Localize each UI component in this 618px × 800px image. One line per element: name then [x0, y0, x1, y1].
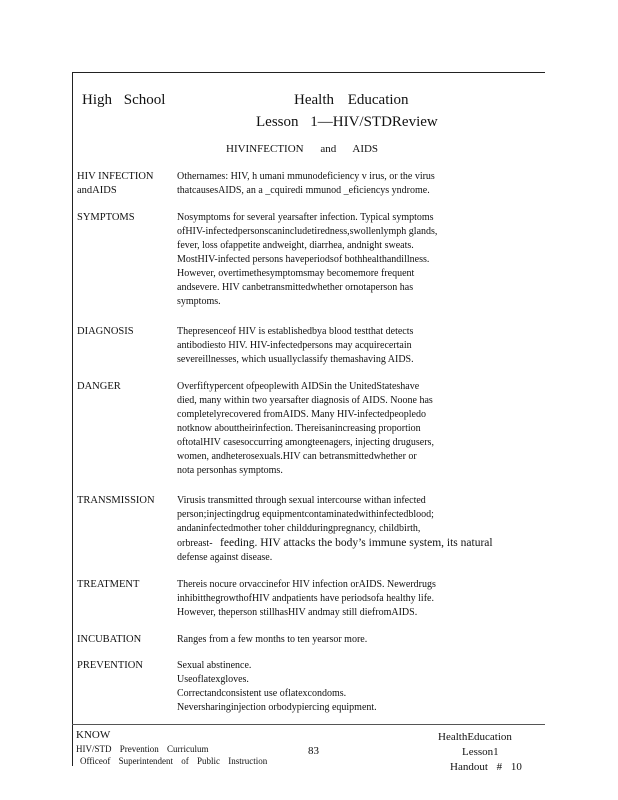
- desc-line: severeillnesses, which usuallyclassify themashaving AIDS.: [177, 354, 414, 365]
- desc-line: Useoflatexgloves.: [177, 674, 249, 685]
- term-treatment: TREATMENT: [77, 579, 140, 590]
- desc-danger: [177, 380, 522, 478]
- term-danger: DANGER: [77, 381, 121, 392]
- desc-line: nota personhas symptoms.: [177, 465, 283, 476]
- desc-diagnosis: [177, 325, 522, 367]
- desc-line: Overfiftypercent ofpeoplewith AIDSin the UnitedStateshave: [177, 381, 420, 392]
- desc-line: MostHIV-infected persons haveperiodsof bothhealthandillness.: [177, 254, 430, 265]
- desc-line: completelyrecovered fromAIDS. Many HIV-infectedpeopledo: [177, 409, 426, 420]
- desc-line-tail: feeding. HIV attacks the body’s immune system, its natural: [220, 537, 493, 549]
- desc-line: Thereis nocure orvaccinefor HIV infection orAIDS. Newerdrugs: [177, 579, 436, 590]
- topic-heading: HIVINFECTION and AIDS: [226, 143, 379, 155]
- desc-line: defense against disease.: [177, 552, 273, 563]
- desc-line: inhibitthegrowthofHIV andpatients have periodsofa healthy life.: [177, 593, 434, 604]
- desc-line: Ranges from a few months to ten yearsor more.: [177, 634, 368, 645]
- desc-line: Virusis transmitted through sexual intercourse withan infected: [177, 495, 426, 506]
- desc-treatment: [177, 578, 522, 620]
- desc-line: fever, loss ofappetite andweight, diarrhea, andnight sweats.: [177, 240, 414, 251]
- desc-line: andsevere. HIV canbetransmittedwhether ornotaperson has: [177, 282, 414, 293]
- desc-hiv-infection: [177, 170, 522, 198]
- desc-line: However, overtimethesymptomsmay becomemore frequent: [177, 268, 415, 279]
- desc-line: Sexual abstinence.: [177, 660, 252, 671]
- term-incubation: INCUBATION: [77, 634, 142, 645]
- footer-lesson: Lesson1: [462, 746, 499, 758]
- desc-line: Neversharinginjection orbodypiercing equipment.: [177, 702, 377, 713]
- desc-line: women, andheterosexuals.HIV can betransmittedwhether or: [177, 451, 417, 462]
- page-number: 83: [308, 745, 319, 757]
- desc-line-start: orbreast-: [177, 538, 221, 549]
- lesson-title: Lesson 1—HIV/STDReview: [256, 114, 438, 130]
- desc-prevention: [177, 659, 522, 715]
- term-transmission: TRANSMISSION: [77, 495, 155, 506]
- header-school-level: High School: [82, 92, 166, 108]
- desc-incubation: [177, 633, 522, 647]
- desc-line: oftotalHIV casesoccurring amongteenagers, injecting drugusers,: [177, 437, 434, 448]
- footer-rule: [72, 724, 545, 725]
- desc-transmission: [177, 494, 522, 565]
- footer-handout: Handout # 10: [450, 761, 522, 773]
- footer-curriculum: HIV/STD Prevention Curriculum: [76, 744, 209, 754]
- top-rule: [72, 72, 545, 73]
- desc-line: Nosymptoms for several yearsafter infection. Typical symptoms: [177, 212, 434, 223]
- desc-line: Correctandconsistent use oflatexcondoms.: [177, 688, 347, 699]
- desc-line: notknow abouttheirinfection. Thereisanincreasing proportion: [177, 423, 421, 434]
- desc-line: Othernames: HIV, h umani mmunodeficiency v irus, or the virus: [177, 171, 435, 182]
- term-hiv-infection: HIV INFECTION andAIDS: [77, 171, 154, 196]
- term-symptoms: SYMPTOMS: [77, 212, 135, 223]
- desc-line: thatcausesAIDS, an a _cquiredi mmunod _eficiencys yndrome.: [177, 185, 430, 196]
- desc-line: andaninfectedmother toher childduringpregnancy, childbirth,: [177, 523, 421, 534]
- desc-symptoms: [177, 211, 522, 309]
- desc-line-mixed: [177, 536, 522, 551]
- footer-know: KNOW: [76, 729, 111, 741]
- term-diagnosis: DIAGNOSIS: [77, 326, 134, 337]
- term-prevention: PREVENTION: [77, 660, 143, 671]
- desc-line: However, theperson stillhasHIV andmay still diefromAIDS.: [177, 607, 418, 618]
- left-rule: [72, 72, 73, 766]
- desc-line: ofHIV-infectedpersonscanincludetiredness,swollenlymph glands,: [177, 226, 438, 237]
- desc-line: person;injectingdrug equipmentcontaminatedwithinfectedblood;: [177, 509, 434, 520]
- footer-course: HealthEducation: [438, 731, 512, 743]
- footer-office: Officeof Superintendent of Public Instruction: [80, 756, 268, 766]
- desc-line: symptoms.: [177, 296, 221, 307]
- desc-line: died, many within two yearsafter diagnosis of AIDS. Noone has: [177, 395, 433, 406]
- header-subject: Health Education: [294, 92, 409, 108]
- desc-line: Thepresenceof HIV is establishedbya blood testthat detects: [177, 326, 414, 337]
- desc-line: antibodiesto HIV. HIV-infectedpersons may acquirecertain: [177, 340, 412, 351]
